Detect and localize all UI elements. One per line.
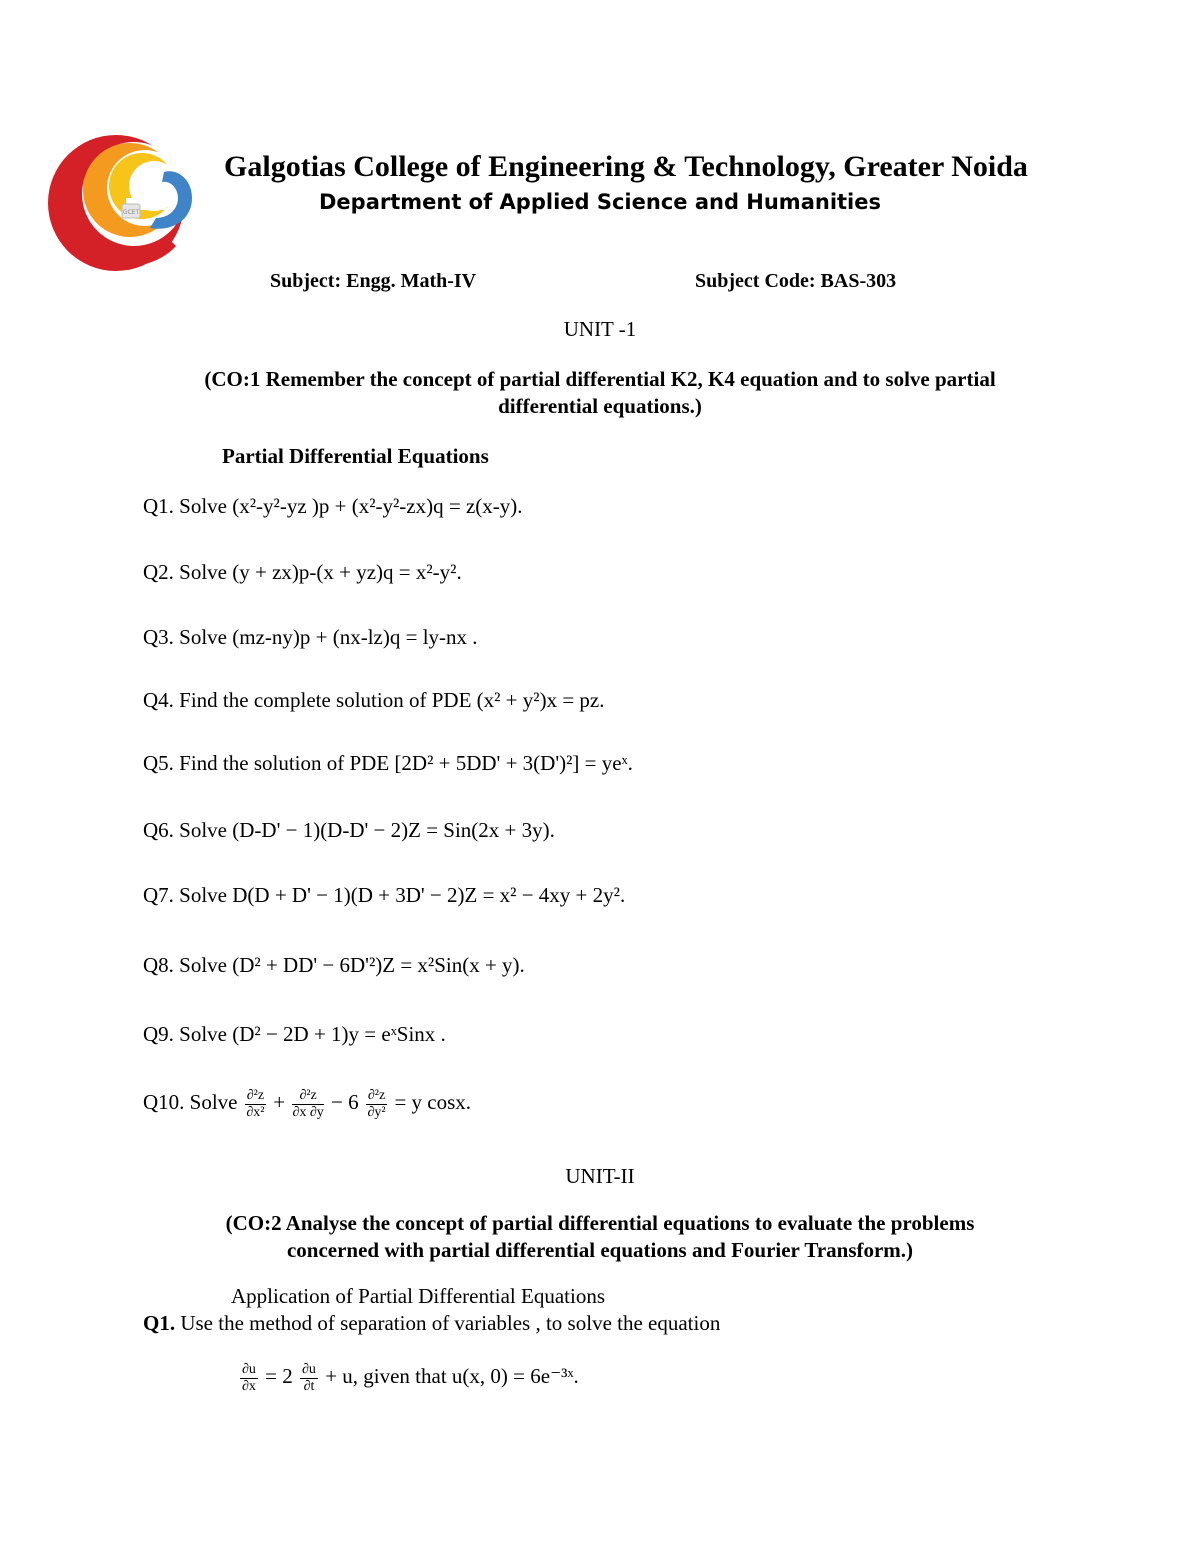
unit2-question-1 — [143, 1311, 720, 1336]
unit1-title: UNIT -1 — [563, 317, 637, 341]
fraction-d2z-dxdy: $\frac{\text{∂²z}}{\partial x \partial y}$ — [292, 1087, 324, 1120]
question-8: Q8. Solve (D² + DD' − 6D'²)Z = x²Sin(x + y). — [143, 953, 525, 977]
question-9: Q9. Solve (D² − 2D + 1)y = eˣSinx . — [143, 1022, 446, 1046]
question-3: Q3. Solve (mz-ny)p + (nx-lz)q = ly-nx . — [143, 625, 478, 649]
department-title: Department of Applied Science and Humanities — [318, 190, 881, 214]
fraction-du-dt: $\frac{\partial u}{\partial t}$ — [302, 1361, 316, 1394]
unit1-topic: Partial Differential Equations — [222, 444, 489, 468]
question-4: Q4. Find the complete solution of PDE (x² + y²)x = pz. — [143, 688, 605, 712]
college-title: Galgotias College of Engineering & Technology, Greater Noida — [224, 150, 1028, 183]
unit1-co-line1: (CO:1 Remember the concept of partial differential K2, K4 equation and to solve partial — [204, 367, 996, 391]
question-10: Q10. Solve $\frac{\text{∂²z}}{\text{∂x²}}$ + $\frac{\text{∂²z}}{\partial x \partial y}$ − 6 $\frac{\text{∂²z}}{\text{∂y²}}$ = y cosx. — [143, 1087, 472, 1120]
question-10-label: Q10. Solve — [143, 1090, 238, 1114]
unit2-topic: Application of Partial Differential Equations — [231, 1284, 606, 1308]
question-5: Q5. Find the solution of PDE [2D² + 5DD' + 3(D')²] = yeˣ. — [143, 751, 633, 775]
fraction-d2z-dx2: $\frac{\text{∂²z}}{\text{∂x²}}$ — [246, 1087, 265, 1120]
unit2-title: UNIT-II — [565, 1164, 635, 1188]
subject-code-label: Subject Code: BAS-303 — [695, 270, 897, 292]
unit2-question-1-label: Q1. — [143, 1311, 176, 1335]
unit2-co-line2: concerned with partial differential equations and Fourier Transform.) — [286, 1238, 914, 1262]
unit2-equation: $\frac{\partial u}{\partial x}$ = 2 $\frac{\partial u}{\partial t}$ + u, given that u(x, 0) = 6e⁻³ˣ. — [242, 1361, 579, 1394]
question-6: Q6. Solve (D-D' − 1)(D-D' − 2)Z = Sin(2x + 3y). — [143, 818, 555, 842]
unit1-co-line2: differential equations.) — [498, 394, 702, 418]
unit2-co-line1: (CO:2 Analyse the concept of partial differential equations to evaluate the problems — [225, 1211, 975, 1235]
svg-text:GCET: GCET — [122, 209, 140, 216]
question-2: Q2. Solve (y + zx)p-(x + yz)q = x²-y². — [143, 560, 462, 584]
subject-label: Subject: Engg. Math-IV — [270, 270, 477, 292]
unit2-question-1-text: Use the method of separation of variables , to solve the equation — [180, 1311, 721, 1335]
question-1: Q1. Solve (x²-y²-yz )p + (x²-y²-zx)q = z(x-y). — [143, 494, 523, 518]
fraction-du-dx: $\frac{\partial u}{\partial x}$ — [242, 1361, 256, 1394]
fraction-d2z-dy2: $\frac{\text{∂²z}}{\text{∂y²}}$ — [367, 1087, 386, 1120]
question-7: Q7. Solve D(D + D' − 1)(D + 3D' − 2)Z = x² − 4xy + 2y². — [143, 883, 626, 907]
